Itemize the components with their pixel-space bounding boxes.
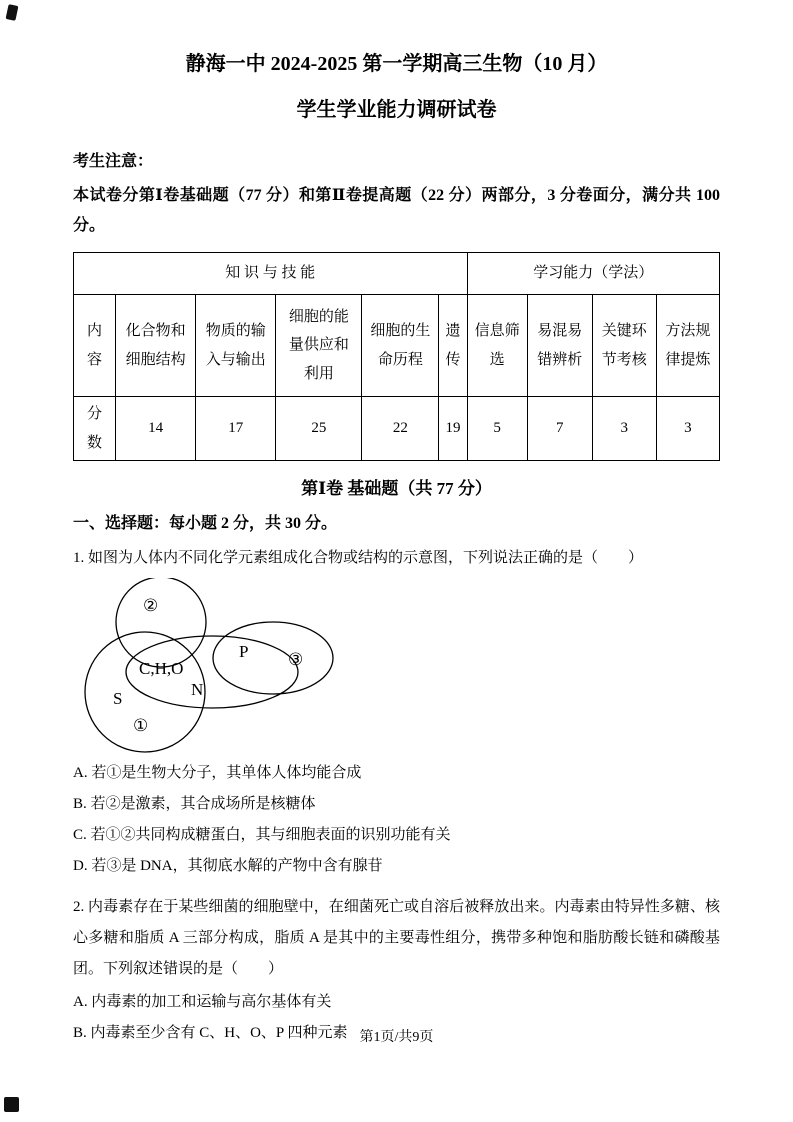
table-cell-topic-4: 细胞的生命历程 — [362, 295, 439, 397]
notice-heading: 考生注意： — [73, 153, 154, 170]
q1-option-d: D. 若③是 DNA，其彻底水解的产物中含有腺苷 — [73, 858, 383, 875]
table-cell-score-5: 19 — [439, 397, 467, 461]
table-cell-score-3: 25 — [276, 397, 362, 461]
scan-artifact-bottom-left — [4, 1097, 19, 1112]
header-learning-ability: 学习能力（学法） — [467, 253, 719, 295]
table-cell-topic-9: 方法规律提炼 — [656, 295, 719, 397]
table-content-row — [74, 295, 720, 397]
q1-option-a: A. 若①是生物大分子，其单体人体均能合成 — [73, 765, 362, 782]
q1-option-b: B. 若②是激素，其合成场所是核糖体 — [73, 796, 316, 813]
scan-artifact-top-left — [6, 4, 19, 21]
table-cell-topic-7: 易混易错辨析 — [527, 295, 592, 397]
question-2-stem: 2. 内毒素存在于某些细菌的细胞壁中，在细菌死亡或自溶后被释放出来。内毒素由特异性多糖、核心多糖和脂质 A 三部分构成，脂质 A 是其中的主要毒性组分，携带多种饱和脂肪酸长链和磷酸基团。下列叙述错误的是（ ） — [73, 899, 720, 978]
choice-section-heading: 一、选择题：每小题 2 分，共 30 分。 — [73, 515, 338, 533]
table-cell-score-9: 3 — [656, 397, 719, 461]
page-footer: 第1页/共9页 — [359, 1030, 434, 1045]
table-cell-score-4: 22 — [362, 397, 439, 461]
venn-circle-top — [116, 578, 206, 667]
page-title — [73, 52, 720, 122]
q1-option-c: C. 若①②共同构成糖蛋白，其与细胞表面的识别功能有关 — [73, 827, 451, 844]
label-region-2: ② — [143, 596, 159, 616]
q2-option-b: B. 内毒素至少含有 C、H、O、P 四种元素 — [73, 1025, 348, 1042]
table-cell-topic-1: 化合物和细胞结构 — [116, 295, 196, 397]
label-region-1: ① — [133, 716, 149, 736]
table-cell-topic-8: 关键环节考核 — [592, 295, 656, 397]
question-1-options — [73, 758, 720, 882]
notice-body: 本试卷分第Ⅰ卷基础题（77 分）和第Ⅱ卷提高题（22 分）两部分，3 分卷面分，满分共 100 分。 — [73, 187, 720, 234]
label-n: N — [191, 680, 204, 700]
label-p: P — [239, 642, 249, 662]
label-region-3: ③ — [288, 650, 304, 670]
table-cell-topic-2: 物质的输入与输出 — [196, 295, 276, 397]
label-s: S — [113, 689, 123, 709]
label-cho: C,H,O — [139, 659, 184, 679]
score-row-label: 分数 — [74, 397, 116, 461]
content-row-label: 内容 — [74, 295, 116, 397]
venn-diagram-svg — [75, 578, 343, 754]
question-1-stem: 1. 如图为人体内不同化学元素组成化合物或结构的示意图，下列说法正确的是（ ） — [73, 550, 644, 567]
venn-diagram — [75, 578, 720, 754]
table-cell-score-6: 5 — [467, 397, 527, 461]
table-cell-score-8: 3 — [592, 397, 656, 461]
title-line-1: 静海一中 2024-2025 第一学期高三生物（10 月） — [185, 53, 608, 75]
part1-heading: 第Ⅰ卷 基础题（共 77 分） — [301, 479, 492, 499]
table-score-row — [74, 397, 720, 461]
table-cell-score-2: 17 — [196, 397, 276, 461]
venn-ellipse-right — [213, 622, 333, 694]
title-line-2: 学生学业能力调研试卷 — [296, 99, 497, 121]
table-cell-topic-5: 遗传 — [439, 295, 467, 397]
table-header-row — [74, 253, 720, 295]
table-cell-topic-3: 细胞的能量供应和利用 — [276, 295, 362, 397]
table-cell-topic-6: 信息筛选 — [467, 295, 527, 397]
table-cell-score-1: 14 — [116, 397, 196, 461]
q2-option-a: A. 内毒素的加工和运输与高尔基体有关 — [73, 994, 332, 1011]
score-table — [73, 252, 720, 461]
table-cell-score-7: 7 — [527, 397, 592, 461]
header-knowledge-skills: 知 识 与 技 能 — [74, 253, 468, 295]
